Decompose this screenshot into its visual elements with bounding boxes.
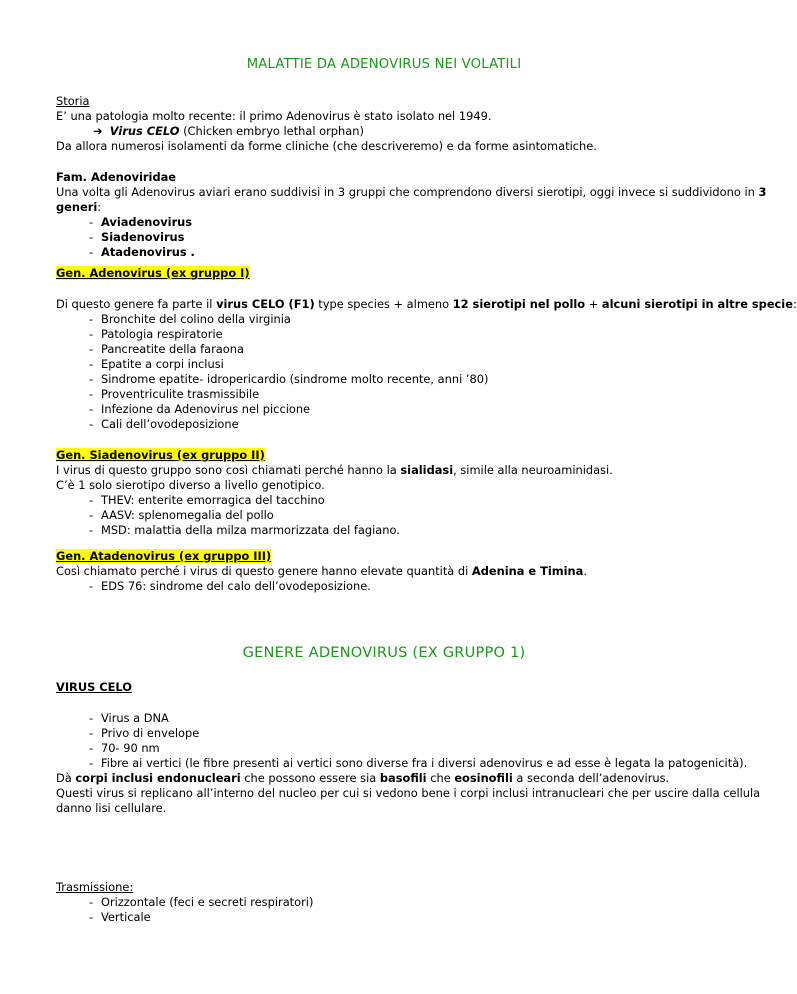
text-run-bold: Adenina e Timina: [471, 564, 584, 578]
list-dash: -: [89, 402, 94, 416]
list-item: Epatite a corpi inclusi: [101, 357, 224, 371]
text-run-bold: corpi inclusi endonucleari: [75, 771, 241, 785]
gen2-line-2: C’è 1 solo sierotipo diverso a livello genotipico.: [56, 478, 325, 492]
fam-line-2-bold: generi: [56, 200, 98, 214]
document-title: MALATTIE DA ADENOVIRUS NEI VOLATILI: [246, 57, 522, 72]
list-dash: -: [89, 357, 94, 371]
virus-celo-line: [93, 124, 364, 139]
list-dash: -: [89, 508, 94, 522]
text-run: , simile alla neuroaminidasi.: [453, 463, 613, 477]
trasmissione-heading: Trasmissione:: [56, 880, 134, 894]
list-item: EDS 76: sindrome del calo dell’ovodeposizione.: [101, 579, 371, 593]
list-dash: -: [89, 895, 94, 909]
gen3-heading-text: Gen. Atadenovirus (ex gruppo III): [56, 549, 272, 563]
storia-heading: Storia: [56, 94, 90, 108]
list-item: Verticale: [101, 910, 151, 924]
list-item: Bronchite del colino della virginia: [101, 312, 291, 326]
text-run-bold: basofili: [379, 771, 427, 785]
list-item: Privo di envelope: [101, 726, 200, 740]
text-run: +: [585, 297, 602, 311]
list-dash: -: [89, 312, 94, 326]
list-dash: -: [89, 711, 94, 725]
text-run: Così chiamato perché i virus di questo genere hanno elevate quantità di: [56, 564, 472, 578]
celo-paragraph-1: [56, 771, 669, 786]
list-item: Siadenovirus: [101, 230, 185, 244]
list-dash: -: [89, 372, 94, 386]
text-run-bold: virus CELO (F1): [216, 297, 315, 311]
text-run: I virus di questo gruppo sono così chiamati perché hanno la: [56, 463, 401, 477]
celo-paragraph-2: Questi virus si replicano all’interno del nucleo per cui si vedono bene i corpi inclusi intranucleari che per uscire dalla cellula: [56, 786, 761, 800]
gen1-intro: [56, 297, 797, 312]
list-dash: -: [89, 579, 94, 593]
list-item: 70- 90 nm: [101, 741, 160, 755]
list-item: AASV: splenomegalia del pollo: [101, 508, 274, 522]
list-dash: -: [89, 327, 94, 341]
list-dash: -: [89, 523, 94, 537]
list-item: MSD: malattia della milza marmorizzata del fagiano.: [101, 523, 400, 537]
gen1-heading: [56, 266, 250, 281]
gen3-line-1: [56, 564, 587, 579]
text-run-bold: sialidasi: [400, 463, 454, 477]
text-run-bold: alcuni sierotipi in altre specie: [601, 297, 793, 311]
list-dash: -: [89, 342, 94, 356]
list-item: Patologia respiratorie: [101, 327, 223, 341]
gen3-heading: [56, 549, 271, 564]
list-item: Sindrome epatite- idropericardio (sindrome molto recente, anni ’80): [101, 372, 489, 386]
storia-line-1: E’ una patologia molto recente: il primo Adenovirus è stato isolato nel 1949.: [56, 109, 492, 123]
text-run: Dà: [56, 771, 76, 785]
list-item: Virus a DNA: [101, 711, 169, 725]
list-dash: -: [89, 215, 94, 229]
list-item: THEV: enterite emorragica del tacchino: [101, 493, 325, 507]
gen1-heading-text: Gen. Adenovirus (ex gruppo I): [56, 266, 250, 280]
gen2-heading: [56, 448, 265, 463]
text-run: .: [583, 564, 587, 578]
list-item: Infezione da Adenovirus nel piccione: [101, 402, 311, 416]
fam-line-2-rest: :: [97, 200, 102, 214]
text-run-bold: eosinofili: [454, 771, 513, 785]
fam-heading: Fam. Adenoviridae: [56, 170, 177, 184]
list-item: Fibre ai vertici (le fibre presenti ai vertici sono diverse fra i diversi adenovirus e ad esse è legata la patogenicità).: [101, 756, 748, 770]
virus-celo-name: Virus CELO: [109, 124, 180, 138]
list-dash: -: [89, 910, 94, 924]
list-dash: -: [89, 756, 94, 770]
text-run: a seconda dell’adenovirus.: [512, 771, 670, 785]
text-run: type species + almeno: [314, 297, 453, 311]
gen2-heading-text: Gen. Siadenovirus (ex gruppo II): [56, 448, 265, 462]
fam-line-1-bold: 3: [758, 185, 767, 199]
list-item: Atadenovirus .: [101, 245, 195, 259]
text-run: che: [426, 771, 455, 785]
list-dash: -: [89, 245, 94, 259]
list-dash: -: [89, 417, 94, 431]
list-item: Pancreatite della faraona: [101, 342, 244, 356]
fam-line-1-text: Una volta gli Adenovirus aviari erano suddivisi in 3 gruppi che comprendono diversi sierotipi, oggi invece si suddividono in: [56, 185, 759, 199]
list-item: Cali dell’ovodeposizione: [101, 417, 239, 431]
text-run: che possono essere sia: [240, 771, 380, 785]
fam-line-2: [56, 200, 101, 215]
virus-celo-desc: (Chicken embryo lethal orphan): [179, 124, 364, 138]
list-dash: -: [89, 387, 94, 401]
arrow-right-icon: ➔: [93, 124, 103, 138]
text-run-bold: 12 sierotipi nel pollo: [452, 297, 586, 311]
fam-line-1: [56, 185, 766, 200]
list-item: Orizzontale (feci e secreti respiratori): [101, 895, 314, 909]
list-dash: -: [89, 493, 94, 507]
list-item: Proventriculite trasmissibile: [101, 387, 260, 401]
gen2-line-1: [56, 463, 613, 478]
text-run: Di questo genere fa parte il: [56, 297, 217, 311]
list-dash: -: [89, 741, 94, 755]
section-title: GENERE ADENOVIRUS (EX GRUPPO 1): [242, 644, 526, 661]
storia-line-3: Da allora numerosi isolamenti da forme cliniche (che descriveremo) e da forme asintomatiche.: [56, 139, 597, 153]
text-run: :: [792, 297, 797, 311]
celo-heading: VIRUS CELO: [56, 680, 132, 694]
list-dash: -: [89, 230, 94, 244]
celo-paragraph-3: danno lisi cellulare.: [56, 801, 167, 815]
list-dash: -: [89, 726, 94, 740]
list-item: Aviadenovirus: [101, 215, 193, 229]
